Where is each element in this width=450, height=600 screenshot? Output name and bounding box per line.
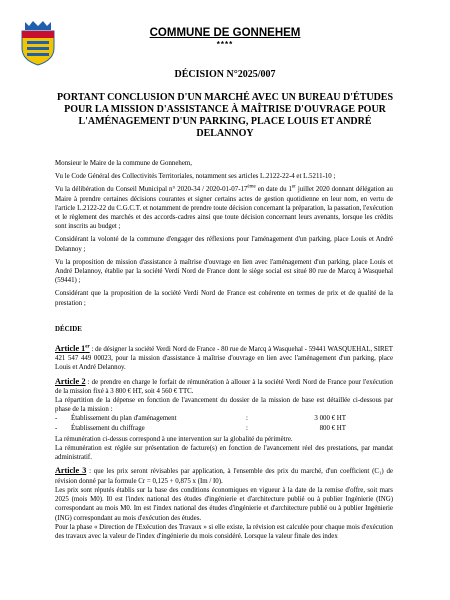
article-3-label: Article 3 bbox=[55, 466, 87, 476]
phase-row: - Établissement du chiffrage : 800 € HT bbox=[55, 424, 393, 433]
article-2-repartition: La répartition de la dépense en fonction de l'avancement du dossier de la mission de base est détaillée ci-dessous par phase de la mission : bbox=[55, 397, 393, 414]
article-2-label: Article 2 bbox=[55, 376, 86, 386]
article-2-note-1: La rémunération ci-dessus correspond à une intervention sur la globalité du périmètre. bbox=[55, 435, 293, 443]
preamble-considering-2: Considérant que la proposition de la société Verdi Nord de France est cohérente en termes de prix et de qualité de la prestation ; bbox=[55, 290, 393, 307]
document-body bbox=[55, 159, 393, 545]
preamble-considering-1: Considérant la volonté de la commune d'engager des réflexions pour l'aménagement d'un parking, place Louis et André Delannoy ; bbox=[55, 236, 393, 253]
decide-heading: DÉCIDE bbox=[55, 325, 82, 333]
preamble-proposal: Vu la proposition de mission d'assistance à maîtrise d'ouvrage en lien avec l'aménagement d'un parking, place Louis et André Delannoy, établie par la société Verdi Nord de France dont le siège social est situé 80 rue de Marcq à Wasquehal (59441) ; bbox=[55, 258, 393, 285]
article-3: Article 3 : que les prix seront révisables par application, à l'ensemble des prix du marché, d'un coefficient (C₁) de révision donné par la formule Cr = 0,125 + 0,875 x (Im / I0). bbox=[55, 466, 393, 485]
phase-table bbox=[55, 414, 393, 432]
preamble-deliberation: Vu la délibération du Conseil Municipal n° 2020-34 / 2020-01-07-17ème en date du 1er juillet 2020 donnant délégation au Maire à prendre certaines décisions courantes et signer certains actes de gestion quotidienne en leur nom, en vertu de l'article L.2122-22 du C.G.C.T. et notamment de prendre toute décision concernant la préparation, la passation, l'exécution et le règlement des marchés et des accords-cadres ainsi que toute décision concernant leurs avenants, lorsque les crédits sont inscrits au budget ; bbox=[55, 185, 393, 231]
decision-number: DÉCISION N°2025/007 bbox=[174, 69, 276, 80]
article-3-paragraph-2: Les prix sont réputés établis sur la base des conditions économiques en vigueur à la date de la remise d'offre, soit mars 2025 (mois M0). I0 est l'index national des études d'ingénierie et d'architecture publié ou à publier Ingénierie (ING) correspondant au mois M0. Im est l'index national des études d'ingénierie et d'architecture publié ou à publier Ingénierie (ING) correspondant au mois d'exécution des études. bbox=[55, 486, 393, 522]
article-2-note-2: La rémunération est réglée sur présentation de facture(s) en fonction de l'avancement réel des prestations, par mandat administratif. bbox=[55, 445, 393, 462]
preamble-code: Vu le Code Général des Collectivités Territoriales, notamment ses articles L.2122-22-4 et L.5211-10 ; bbox=[55, 173, 336, 181]
article-2: Article 2 : de prendre en charge le forfait de rémunération à allouer à la société Verdi Nord de France pour l'exécution de la mission fixé à 3 800 € HT, soit 4 560 € TTC. bbox=[55, 376, 393, 395]
article-1: Article 1er : de désigner la société Verdi Nord de France - 80 rue de Marcq à Wasquehal - 59441 WASQUEHAL, SIRET 421 547 449 00023, pour la mission d'assistance à maîtrise d'ouvrage en lien avec l'aménagement d'un parking, place Louis et André Delannoy. bbox=[55, 344, 394, 372]
header-stars: **** bbox=[216, 40, 234, 49]
commune-name: COMMUNE DE GONNEHEM bbox=[149, 27, 301, 39]
decision-title: PORTANT CONCLUSION D'UN MARCHÉ AVEC UN BUREAU D'ÉTUDES POUR LA MISSION D'ASSISTANCE À MAÎTRISE D'OUVRAGE POUR L'AMÉNAGEMENT D'UN PARKING, PLACE LOUIS ET ANDRÉ DELANNOY bbox=[56, 92, 394, 139]
article-1-label: Article 1er bbox=[55, 344, 90, 354]
phase-row: - Établissement du plan d'aménagement : 3 000 € HT bbox=[55, 414, 393, 423]
article-3-paragraph-3: Pour la phase « Direction de l'Exécution des Travaux » si elle existe, la révision est calculée pour chaque mois d'exécution des travaux avec la valeur de l'index d'ingénierie du mois considéré. Lorsque la valeur finale des index bbox=[55, 523, 393, 540]
preamble-mayor: Monsieur le Maire de la commune de Gonnehem, bbox=[55, 160, 193, 167]
